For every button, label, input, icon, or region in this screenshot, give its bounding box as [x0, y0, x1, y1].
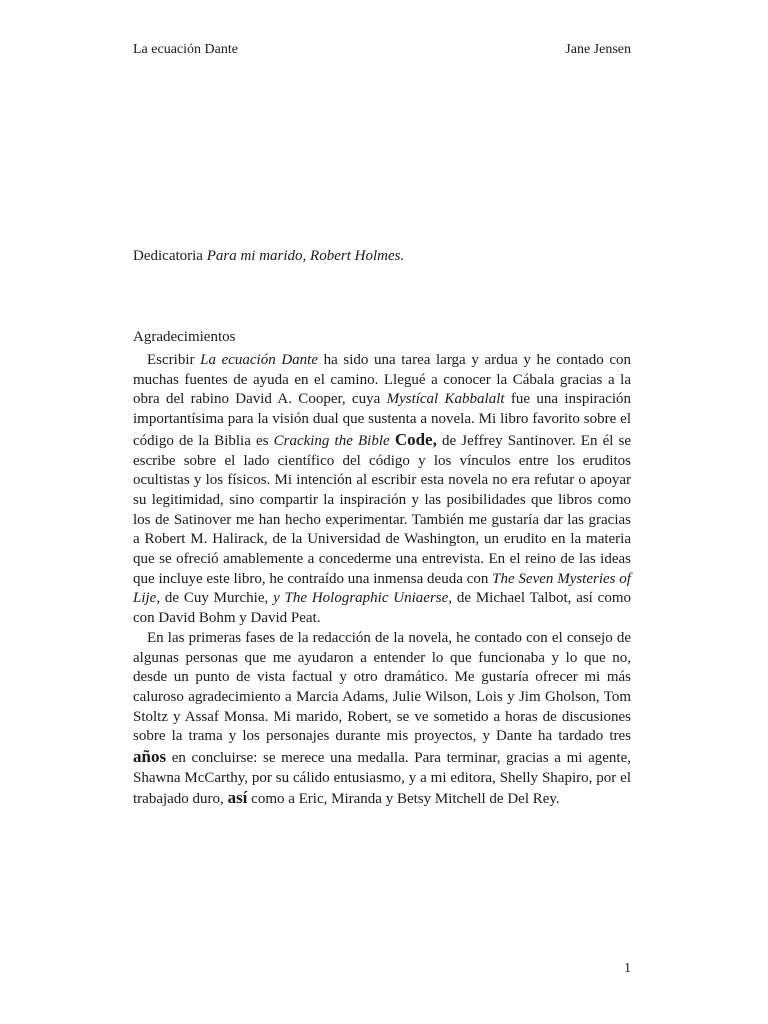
running-header-title: La ecuación Dante — [133, 42, 238, 57]
book-title-holographic-universe: y The Holographic Uniaerse, — [273, 590, 453, 607]
text-run: en concluirse: se merece una medalla. Para terminar, gracias a mi agente, Shawna McCarthy, por su cálido entusiasmo, y a mi editora, Shelly Shapiro, por el trabajado duro, — [133, 750, 631, 808]
book-title-code-word: Code, — [394, 429, 437, 449]
text-run: ha sido una tarea larga y ardua y he contado con muchas fuentes de ayuda en el camino. Llegué a conocer la Cábala gracias a la obra del rabino David A. Cooper, cuya — [133, 352, 632, 408]
dedication-label: Dedicatoria — [133, 248, 203, 264]
acknowledgements-paragraph-2 — [133, 629, 631, 810]
text-run: de Cuy Murchie, — [160, 590, 274, 607]
text-run: como a Eric, Miranda y Betsy Mitchell de Del Rey. — [247, 791, 560, 808]
acknowledgements-title: Agradecimientos — [133, 329, 236, 345]
dedication-text: Para mi marido, Robert Holmes. — [206, 248, 405, 264]
book-title-seven-mysteries: The Seven Mysteries of Lije, — [133, 570, 631, 607]
text-run: de Michael Talbot, así como con David Bohm y David Peat. — [133, 590, 631, 627]
text-run: En las primeras fases de la redacción de la novela, he contado con el consejo de algunas personas que me ayudaron a entender lo que funcionaba y lo que no, desde un punto de vista factual y otro dramático. Me gustaría ofrecer mi más caluroso agradecimiento a Marcia Adams, Julie Wilson, Lois y Jim Gholson, Tom Stoltz y Assaf Monsa. Mi marido, Robert, se ve sometido a horas de discusiones sobre la trama y los personajes durante mis proyectos, y Dante ha tardado tres — [133, 629, 631, 745]
book-title-cracking-the-bible: Cracking the Bible — [273, 432, 390, 449]
dedication — [133, 248, 633, 265]
page-number: 1 — [624, 961, 631, 976]
book-title-la-ecuacion-dante: La ecuación Dante — [200, 352, 318, 368]
text-run: fue una inspiración importantísima para la visión dual que sustenta a novela. Mi libro favorito sobre el código de la Biblia es — [133, 391, 631, 449]
running-header-author: Jane Jensen — [565, 42, 631, 57]
bold-word-anos: años — [133, 747, 167, 767]
acknowledgements-paragraph-1 — [133, 351, 631, 629]
acknowledgements-body — [133, 351, 631, 810]
text-run: Escribir — [147, 352, 201, 368]
book-title-mystical-kabbalah: Mystícal Kabbalalt — [386, 391, 505, 408]
bold-word-asi: así — [227, 788, 248, 808]
text-run: de Jeffrey Santinover. En él se escribe sobre el lado científico del código y los vínculos entre los eruditos ocultistas y los físicos. Mi intención al escribir esta novela no era refutar o apoyar su legitimidad, sino compartir la inspiración y las posibilidades que libros como los de Satinover me han hecho experimentar. También me gustaría dar las gracias a Robert M. Halirack, de la Universidad de Washington, un erudito en la materia que se ofreció amablemente a concederme una entrevista. En el reino de las ideas que incluye este libro, he contraído una inmensa deuda con — [133, 432, 632, 587]
